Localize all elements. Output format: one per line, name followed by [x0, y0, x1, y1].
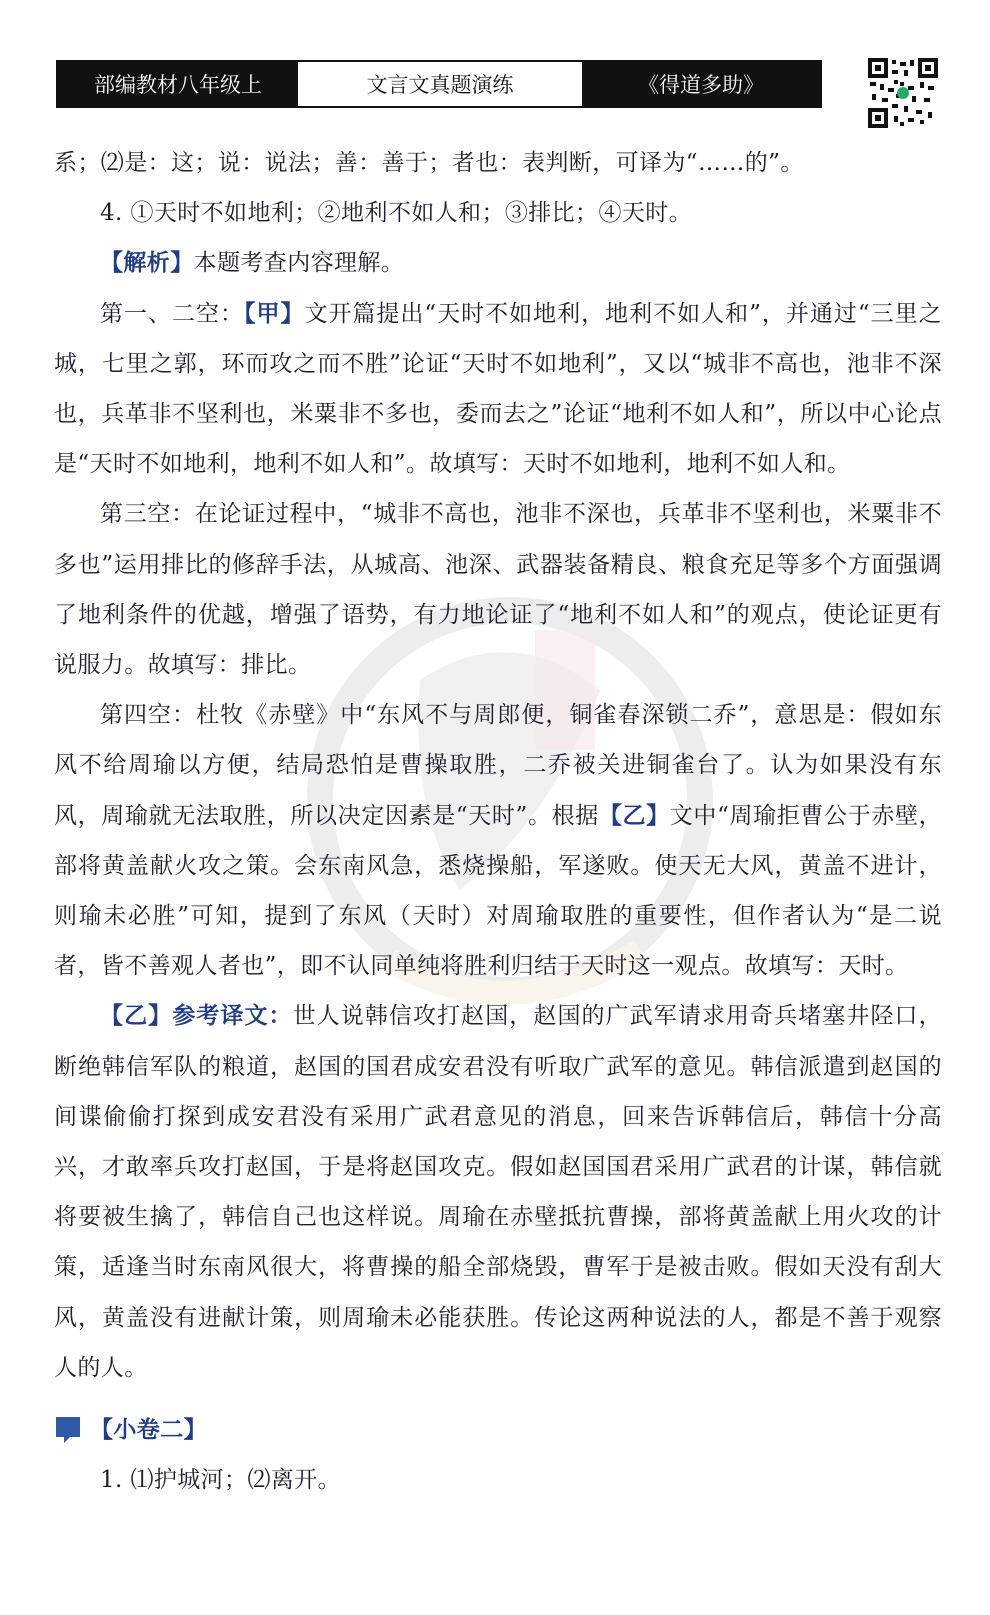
blank-4-paragraph [54, 690, 942, 991]
translation-text: 世人说韩信攻打赵国，赵国的广武军请求用奇兵堵塞井陉口，断绝韩信军队的粮道，赵国的国君成安君没有听取广武军的意见。韩信派遣到赵国的间谍偷偷打探到成安君没有采用广武君意见的消息，回来告诉韩信后，韩信十分高兴，才敢率兵攻打赵国，于是将赵国攻克。假如赵国国君采用广武君的计谋，韩信就将要被生擒了，韩信自己也这样说。周瑜在赤壁抵抗曹操，部将黄盖献上用火攻的计策，适逢当时东南风很大，将曹操的船全部烧毁，曹军于是被击败。假如天没有刮大风，黄盖没有进献计策，则周瑜未必能获胜。传论这两种说法的人，都是不善于观察人的人。 [54, 1003, 942, 1381]
jia-tag: 【甲】 [243, 299, 305, 327]
blank-1-2-lead: 第一、二空： [100, 300, 244, 327]
translation-paragraph [54, 991, 942, 1393]
qr-code-icon [868, 58, 938, 128]
answer-item-4: 4. ①天时不如地利；②地利不如人和；③排比；④天时。 [100, 200, 693, 227]
yi-tag: 【乙】 [598, 801, 670, 829]
blank-4-text-a: 第四空：杜牧《赤壁》中“东风不与周郎便，铜雀春深锁二乔”，意思是：假如东风不给周瑜以方便，结局恐怕是曹操取胜，二乔被关进铜雀台了。认为如果没有东风，周瑜就无法取胜，所以决定因素是“天时”。根据 [54, 702, 942, 829]
header-lesson: 《得道多助》 [582, 62, 820, 106]
translation-tag: 【乙】参考译文： [100, 1002, 293, 1030]
answer-item-1: 1. ⑴护城河；⑵离开。 [100, 1467, 342, 1494]
analysis-paragraph [54, 238, 942, 288]
blank-4-text-b: 文中“周瑜拒曹公于赤壁，部将黄盖献火攻之策。会东南风急，悉烧操船，军遂败。使天无大风，黄盖不进计，则瑜未必胜”可知，提到了东风（天时）对周瑜取胜的重要性，但作者认为“是二说者，皆不善观人者也”，即不认同单纯将胜利归结于天时这一观点。故填写：天时。 [54, 802, 942, 980]
header-title: 文言文真题演练 [298, 62, 582, 106]
blank-1-2-text: 文开篇提出“天时不如地利，地利不如人和”，并通过“三里之城，七里之郭，环而攻之而不胜”论证“天时不如地利”，又以“城非不高也，池非不深也，兵革非不坚利也，米粟非不多也，委而去之”论证“地利不如人和”，所以中心论点是“天时不如地利，地利不如人和”。故填写：天时不如地利，地利不如人和。 [54, 300, 942, 478]
paragraph-1: 系；⑵是：这；说：说法；善：善于；者也：表判断，可译为“……的”。 [54, 150, 804, 176]
analysis-tag: 【解析】 [100, 249, 194, 277]
section-heading [54, 1405, 942, 1455]
answer-content [54, 138, 942, 1505]
blank-1-2-paragraph [54, 289, 942, 490]
analysis-text: 本题考查内容理解。 [193, 250, 405, 277]
blank-3-paragraph: 第三空：在论证过程中，“城非不高也，池非不深也，兵革非不坚利也，米粟非不多也”运用排比的修辞手法，从城高、池深、武器装备精良、粮食充足等多个方面强调了地利条件的优越，增强了语势，有力地论证了“地利不如人和”的观点，使论证更有说服力。故填写：排比。 [54, 501, 942, 679]
header-bar [56, 60, 822, 108]
section-title: 【小卷二】 [90, 1417, 207, 1444]
bookmark-icon [54, 1415, 84, 1445]
header-grade-label: 部编教材八年级上 [58, 62, 298, 106]
